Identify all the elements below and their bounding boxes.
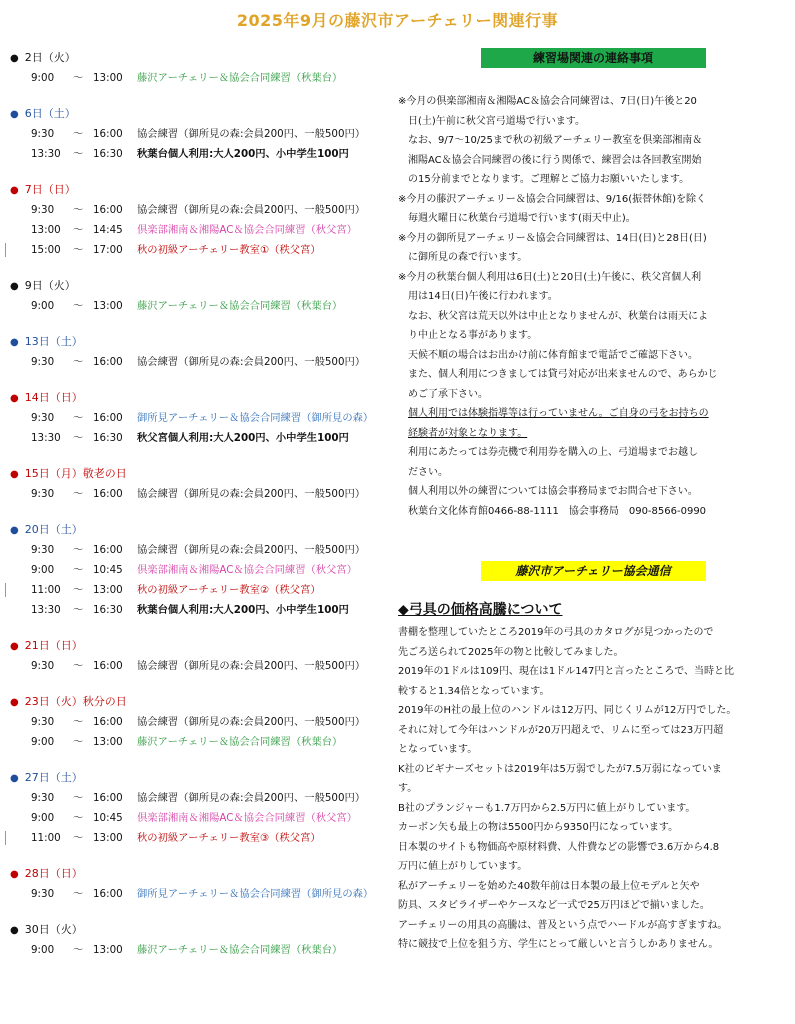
- event-description: 秋の初級アーチェリー教室②（秩父宮）: [137, 584, 321, 596]
- day-heading: [10, 180, 395, 200]
- news-header: 藤沢市アーチェリー協会通信: [481, 561, 706, 581]
- news-line: 日本製のサイトも物価高や原材料費、人件費などの影響で3.6万から4.8: [398, 841, 720, 853]
- event-description: 倶楽部湘南＆湘陽AC＆協会合同練習（秋父宮）: [137, 564, 357, 576]
- schedule-day: [10, 276, 395, 316]
- event-description: 秋父宮個人利用:大人200円、小中学生100円: [137, 432, 349, 444]
- event-start-time: 9:00: [31, 564, 55, 576]
- day-label: 6日: [24, 107, 43, 120]
- time-separator: ～: [72, 128, 84, 140]
- news-line: 私がアーチェリーを始めた40数年前は日本製の最上位モデルと矢や: [398, 880, 700, 892]
- event-start-time: 9:30: [31, 888, 55, 900]
- news-line: B社のプランジャーも1.7万円から2.5万円に値上がりしています。: [398, 802, 696, 814]
- day-of-week: （月）: [49, 467, 83, 480]
- day-heading: [10, 864, 395, 884]
- event-row: [10, 828, 395, 848]
- day-of-week: （土）: [49, 771, 83, 784]
- schedule-day: [10, 48, 395, 88]
- event-row: [10, 808, 395, 828]
- event-start-time: 9:30: [31, 128, 55, 140]
- time-separator: ～: [72, 244, 84, 256]
- notice-line: り中止となる事があります。: [408, 330, 538, 341]
- bullet-icon: ●: [10, 773, 19, 784]
- event-start-time: 15:00: [31, 244, 61, 256]
- notice-line: 経験者が対象となります。: [408, 427, 528, 439]
- news-line: 特に競技で上位を狙う方、学生にとって厳しいと言うしかありません。: [398, 939, 719, 950]
- event-start-time: 11:00: [31, 584, 61, 596]
- bullet-icon: ●: [10, 525, 19, 536]
- bullet-icon: ●: [10, 925, 19, 936]
- notice-line: ※今月の御所見アーチェリー＆協会合同練習は、14日(日)と28日(日): [398, 232, 707, 244]
- event-end-time: 16:30: [93, 432, 123, 444]
- schedule-day: [10, 920, 395, 960]
- day-label: 30日: [24, 923, 50, 936]
- event-description: 秋葉台個人利用:大人200円、小中学生100円: [137, 604, 349, 616]
- event-description: 協会練習（御所見の森:会員200円、一般500円）: [137, 660, 366, 672]
- day-heading: [10, 636, 395, 656]
- time-separator: ～: [72, 792, 84, 804]
- holiday-label: 秋分の日: [82, 695, 127, 708]
- event-end-time: 16:00: [93, 412, 123, 424]
- time-separator: ～: [72, 716, 84, 728]
- event-end-time: 13:00: [93, 736, 123, 748]
- time-separator: ～: [72, 544, 84, 556]
- day-label: 28日: [24, 867, 50, 880]
- event-row: [10, 788, 395, 808]
- bullet-icon: ●: [10, 393, 19, 404]
- event-start-time: 9:30: [31, 716, 55, 728]
- event-end-time: 10:45: [93, 812, 123, 824]
- schedule-day: [10, 332, 395, 372]
- event-description: 協会練習（御所見の森:会員200円、一般500円）: [137, 128, 366, 140]
- notice-line: 日(土)午前に秋父宮弓道場で行います。: [408, 115, 586, 127]
- notice-line: 利用にあたっては券売機で利用券を購入の上、弓道場までお越し: [408, 447, 698, 458]
- time-separator: ～: [72, 356, 84, 368]
- day-label: 20日: [24, 523, 50, 536]
- bullet-icon: ●: [10, 337, 19, 348]
- news-line: アーチェリーの用具の高騰は、普及という点でハードルが高すぎますね。: [398, 919, 728, 931]
- notice-line: ださい。: [408, 466, 448, 478]
- bullet-icon: ●: [10, 641, 19, 652]
- event-end-time: 16:00: [93, 544, 123, 556]
- time-separator: ～: [72, 148, 84, 160]
- bullet-icon: ●: [10, 697, 19, 708]
- event-description: 秋葉台個人利用:大人200円、小中学生100円: [137, 148, 349, 160]
- event-row: [10, 144, 395, 164]
- event-end-time: 16:30: [93, 148, 123, 160]
- day-of-week: （日）: [42, 183, 76, 196]
- notice-line: 湘陽AC＆協会合同練習の後に行う関係で、練習会は各回教室開始: [408, 154, 702, 166]
- day-of-week: （火）: [42, 51, 76, 64]
- notice-line: 天候不順の場合はお出かけ前に体育館まで電話でご確認下さい。: [408, 349, 698, 361]
- event-end-time: 16:00: [93, 888, 123, 900]
- notice-line: ※今月の倶楽部湘南＆湘陽AC＆協会合同練習は、7日(日)午後と20: [398, 96, 697, 107]
- notice-line: めご了承下さい。: [408, 388, 488, 400]
- day-heading: [10, 48, 395, 68]
- event-description: 秋の初級アーチェリー教室③（秩父宮）: [137, 832, 321, 844]
- schedule-list: [10, 48, 395, 976]
- event-start-time: 9:30: [31, 356, 55, 368]
- event-end-time: 16:00: [93, 660, 123, 672]
- day-heading: [10, 388, 395, 408]
- day-of-week: （日）: [49, 867, 83, 880]
- day-heading: [10, 768, 395, 788]
- time-separator: ～: [72, 224, 84, 236]
- event-start-time: 13:30: [31, 148, 61, 160]
- day-of-week: （火）: [49, 923, 83, 936]
- schedule-day: [10, 768, 395, 848]
- event-description: 協会練習（御所見の森:会員200円、一般500円）: [137, 792, 366, 804]
- notice-line: ※今月の藤沢アーチェリー＆協会合同練習は、9/16(振替休館)を除く: [398, 193, 707, 205]
- event-row: [10, 220, 395, 240]
- event-description: 藤沢アーチェリー＆協会合同練習（秋葉台）: [137, 72, 343, 84]
- event-description: 藤沢アーチェリー＆協会合同練習（秋葉台）: [137, 300, 343, 312]
- event-description: 協会練習（御所見の森:会員200円、一般500円）: [137, 356, 366, 368]
- time-separator: ～: [72, 944, 84, 956]
- news-line: す。: [398, 783, 418, 794]
- news-section: [398, 561, 788, 955]
- bullet-icon: ●: [10, 185, 19, 196]
- right-column: [398, 48, 788, 950]
- event-description: 藤沢アーチェリー＆協会合同練習（秋葉台）: [137, 736, 343, 748]
- notice-line: の15分前までとなります。ご理解とご協力お願いいたします。: [408, 174, 690, 185]
- event-row: [10, 240, 395, 260]
- event-description: 協会練習（御所見の森:会員200円、一般500円）: [137, 544, 366, 556]
- event-start-time: 9:00: [31, 300, 55, 312]
- time-separator: ～: [72, 412, 84, 424]
- event-row: [10, 352, 395, 372]
- day-label: 23日: [24, 695, 50, 708]
- event-row: [10, 560, 395, 580]
- event-row: [10, 580, 395, 600]
- day-of-week: （日）: [49, 639, 83, 652]
- news-line: 防具、スタビライザーやケースなど一式で25万円ほどで揃いました。: [398, 900, 710, 911]
- day-label: 2日: [24, 51, 43, 64]
- event-start-time: 13:30: [31, 432, 61, 444]
- news-line: 先ごろ送られて2025年の物と比較してみました。: [398, 646, 624, 658]
- day-of-week: （火）: [42, 279, 76, 292]
- event-end-time: 16:30: [93, 604, 123, 616]
- event-start-time: 9:30: [31, 544, 55, 556]
- time-separator: ～: [72, 812, 84, 824]
- news-line: 万円に値上がりしています。: [398, 861, 528, 872]
- event-row: [10, 200, 395, 220]
- day-label: 15日: [24, 467, 50, 480]
- day-label: 7日: [24, 183, 43, 196]
- day-of-week: （日）: [49, 391, 83, 404]
- event-row: [10, 540, 395, 560]
- news-line: 2019年のH社の最上位のハンドルは12万円、同じくリムが12万円でした。: [398, 705, 737, 716]
- time-separator: ～: [72, 488, 84, 500]
- day-label: 9日: [24, 279, 43, 292]
- time-separator: ～: [72, 204, 84, 216]
- schedule-day: [10, 104, 395, 164]
- day-label: 13日: [24, 335, 50, 348]
- time-separator: ～: [72, 736, 84, 748]
- schedule-day: [10, 180, 395, 260]
- day-of-week: （土）: [42, 107, 76, 120]
- schedule-day: [10, 692, 395, 752]
- day-heading: [10, 276, 395, 296]
- news-line: となっています。: [398, 744, 478, 755]
- event-end-time: 10:45: [93, 564, 123, 576]
- event-row: [10, 940, 395, 960]
- time-separator: ～: [72, 660, 84, 672]
- news-title: ◆弓具の価格高騰について: [398, 602, 563, 618]
- time-separator: ～: [72, 832, 84, 844]
- day-label: 14日: [24, 391, 50, 404]
- event-start-time: 13:30: [31, 604, 61, 616]
- time-separator: ～: [72, 888, 84, 900]
- event-end-time: 16:00: [93, 716, 123, 728]
- event-end-time: 16:00: [93, 488, 123, 500]
- notice-line: 毎週火曜日に秋葉台弓道場で行います(雨天中止)。: [408, 213, 636, 224]
- schedule-day: [10, 520, 395, 620]
- event-description: 倶楽部湘南＆湘陽AC＆協会合同練習（秋父宮）: [137, 812, 357, 824]
- schedule-day: [10, 388, 395, 448]
- event-row: [10, 884, 395, 904]
- time-separator: ～: [72, 300, 84, 312]
- event-start-time: 9:30: [31, 204, 55, 216]
- event-end-time: 13:00: [93, 584, 123, 596]
- news-body: [398, 623, 788, 955]
- time-separator: ～: [72, 584, 84, 596]
- notice-line: 用は14日(日)午後に行われます。: [408, 291, 558, 302]
- time-separator: ～: [72, 432, 84, 444]
- day-heading: [10, 520, 395, 540]
- event-description: 御所見アーチェリー＆協会合同練習（御所見の森）: [137, 888, 374, 900]
- news-line: 書棚を整理していたところ2019年の弓具のカタログが見つかったので: [398, 627, 714, 638]
- schedule-day: [10, 636, 395, 676]
- event-description: 協会練習（御所見の森:会員200円、一般500円）: [137, 488, 366, 500]
- notice-line: 秋葉台文化体育館0466-88-1111 協会事務局 090-8566-0990: [408, 505, 707, 517]
- day-of-week: （土）: [49, 523, 83, 536]
- event-end-time: 14:45: [93, 224, 123, 236]
- page-title: 2025年9月の藤沢市アーチェリー関連行事: [236, 11, 559, 30]
- bullet-icon: ●: [10, 53, 19, 64]
- event-description: 協会練習（御所見の森:会員200円、一般500円）: [137, 204, 366, 216]
- event-description: 協会練習（御所見の森:会員200円、一般500円）: [137, 716, 366, 728]
- day-of-week: （火）: [49, 695, 83, 708]
- day-heading: [10, 332, 395, 352]
- event-row: [10, 712, 395, 732]
- event-row: [10, 296, 395, 316]
- notices-header: 練習場関連の連絡事項: [481, 48, 706, 68]
- news-line: 較すると1.34倍となっています。: [398, 685, 550, 697]
- bullet-icon: ●: [10, 281, 19, 292]
- event-start-time: 9:00: [31, 812, 55, 824]
- day-label: 27日: [24, 771, 50, 784]
- notices-list: [398, 92, 788, 521]
- notice-line: なお、9/7～10/25まで秋の初級アーチェリー教室を倶楽部湘南＆: [408, 135, 703, 146]
- event-row: [10, 656, 395, 676]
- event-description: 藤沢アーチェリー＆協会合同練習（秋葉台）: [137, 944, 343, 956]
- time-separator: ～: [72, 564, 84, 576]
- notice-line: また、個人利用につきましては貸弓対応が出来ませんので、あらかじ: [408, 369, 718, 380]
- event-end-time: 16:00: [93, 792, 123, 804]
- event-description: 御所見アーチェリー＆協会合同練習（御所見の森）: [137, 412, 374, 424]
- bullet-icon: ●: [10, 109, 19, 120]
- event-row: [10, 484, 395, 504]
- holiday-label: 敬老の日: [82, 467, 127, 480]
- notice-line: 個人利用では体験指導等は行っていません。ご自身の弓をお持ちの: [408, 408, 709, 419]
- event-row: [10, 124, 395, 144]
- notice-line: なお、秋父宮は荒天以外は中止となりませんが、秋葉台は雨天によ: [408, 310, 708, 322]
- event-start-time: 11:00: [31, 832, 61, 844]
- day-heading: [10, 920, 395, 940]
- day-heading: [10, 464, 395, 484]
- event-end-time: 16:00: [93, 128, 123, 140]
- event-row: [10, 68, 395, 88]
- event-start-time: 13:00: [31, 224, 61, 236]
- event-end-time: 13:00: [93, 72, 123, 84]
- event-start-time: 9:00: [31, 736, 55, 748]
- event-start-time: 9:00: [31, 944, 55, 956]
- event-row: [10, 600, 395, 620]
- event-end-time: 13:00: [93, 832, 123, 844]
- time-separator: ～: [72, 72, 84, 84]
- event-start-time: 9:30: [31, 412, 55, 424]
- schedule-day: [10, 864, 395, 904]
- day-of-week: （土）: [49, 335, 83, 348]
- time-separator: ～: [72, 604, 84, 616]
- notice-line: に御所見の森で行います。: [408, 252, 528, 263]
- event-end-time: 17:00: [93, 244, 123, 256]
- event-end-time: 13:00: [93, 944, 123, 956]
- event-start-time: 9:30: [31, 488, 55, 500]
- event-end-time: 13:00: [93, 300, 123, 312]
- event-description: 倶楽部湘南＆湘陽AC＆協会合同練習（秋父宮）: [137, 224, 357, 236]
- day-heading: [10, 692, 395, 712]
- event-start-time: 9:00: [31, 72, 55, 84]
- day-label: 21日: [24, 639, 50, 652]
- bullet-icon: ●: [10, 469, 19, 480]
- event-start-time: 9:30: [31, 660, 55, 672]
- event-end-time: 16:00: [93, 204, 123, 216]
- event-start-time: 9:30: [31, 792, 55, 804]
- news-line: 2019年の1ドルは109円、現在は1ドル147円と言ったところで、当時と比: [398, 666, 735, 677]
- notice-line: 個人利用以外の練習については協会事務局までお問合せ下さい。: [408, 486, 698, 497]
- event-row: [10, 732, 395, 752]
- schedule-day: [10, 464, 395, 504]
- news-line: それに対して今年はハンドルが20万円超えで、リムに至っては23万円超: [398, 724, 724, 736]
- event-description: 秋の初級アーチェリー教室①（秩父宮）: [137, 244, 321, 256]
- event-row: [10, 428, 395, 448]
- event-end-time: 16:00: [93, 356, 123, 368]
- news-line: カーボン矢も最上の物は5500円から9350円になっています。: [398, 822, 679, 833]
- event-row: [10, 408, 395, 428]
- bullet-icon: ●: [10, 869, 19, 880]
- day-heading: [10, 104, 395, 124]
- notice-line: ※今月の秋葉台個人利用は6日(土)と20日(土)午後に、秩父宮個人利: [398, 271, 702, 283]
- news-line: K社のビギナーズセットは2019年は5万弱でしたが7.5万弱になっていま: [398, 763, 722, 775]
